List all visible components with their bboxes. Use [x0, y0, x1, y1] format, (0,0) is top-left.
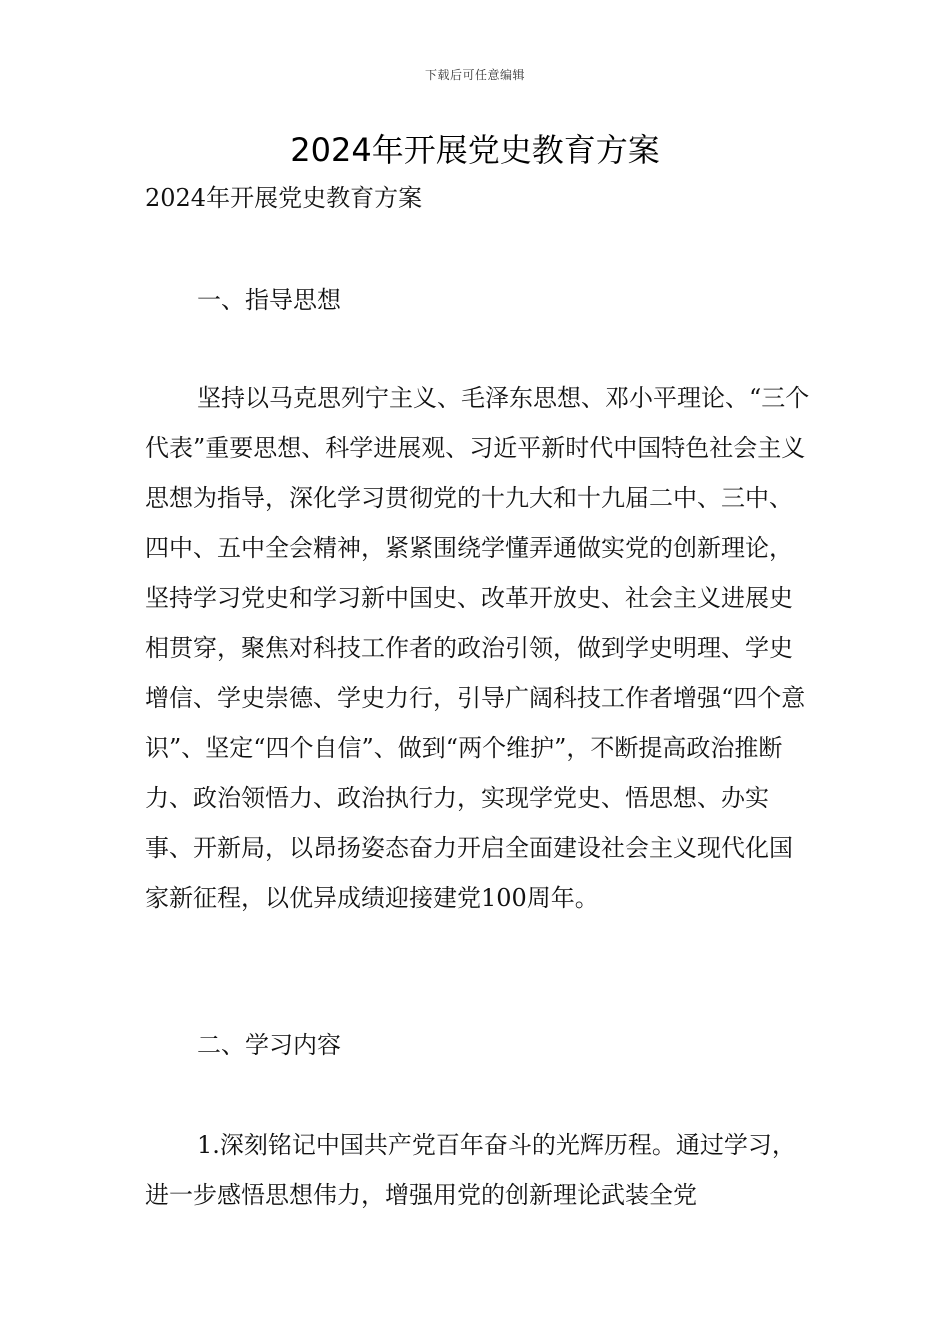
section-heading-study-content: 二、学习内容: [197, 1031, 341, 1059]
header-note: 下载后可任意编辑: [424, 68, 525, 82]
document-title: 2024年开展党史教育方案: [290, 131, 660, 169]
section-paragraph-study-content: 1.深刻铭记中国共产党百年奋斗的光辉历程。通过学习，进一步感悟思想伟力，增强用党的创新理论武装全党: [145, 1131, 796, 1209]
section-paragraph-guiding-ideology: 坚持以马克思列宁主义、毛泽东思想、邓小平理论、“三个代表”重要思想、科学进展观、习近平新时代中国特色社会主义思想为指导，深化学习贯彻党的十九大和十九届二中、三中、四中、五中全会精神，紧紧围绕学懂弄通做实党的创新理论，坚持学习党史和学习新中国史、改革开放史、社会主义进展史相贯穿，聚焦对科技工作者的政治引领，做到学史明理、学史增信、学史崇德、学史力行，引导广阔科技工作者增强“四个意识”、坚定“四个自信”、做到“两个维护”，不断提高政治推断力、政治领悟力、政治执行力，实现学党史、悟思想、办实事、开新局，以昂扬姿态奋力开启全面建设社会主义现代化国家新征程，以优异成绩迎接建党100周年。: [145, 384, 810, 912]
section-heading-guiding-ideology: 一、指导思想: [197, 286, 341, 314]
document-subtitle: 2024年开展党史教育方案: [145, 184, 423, 212]
